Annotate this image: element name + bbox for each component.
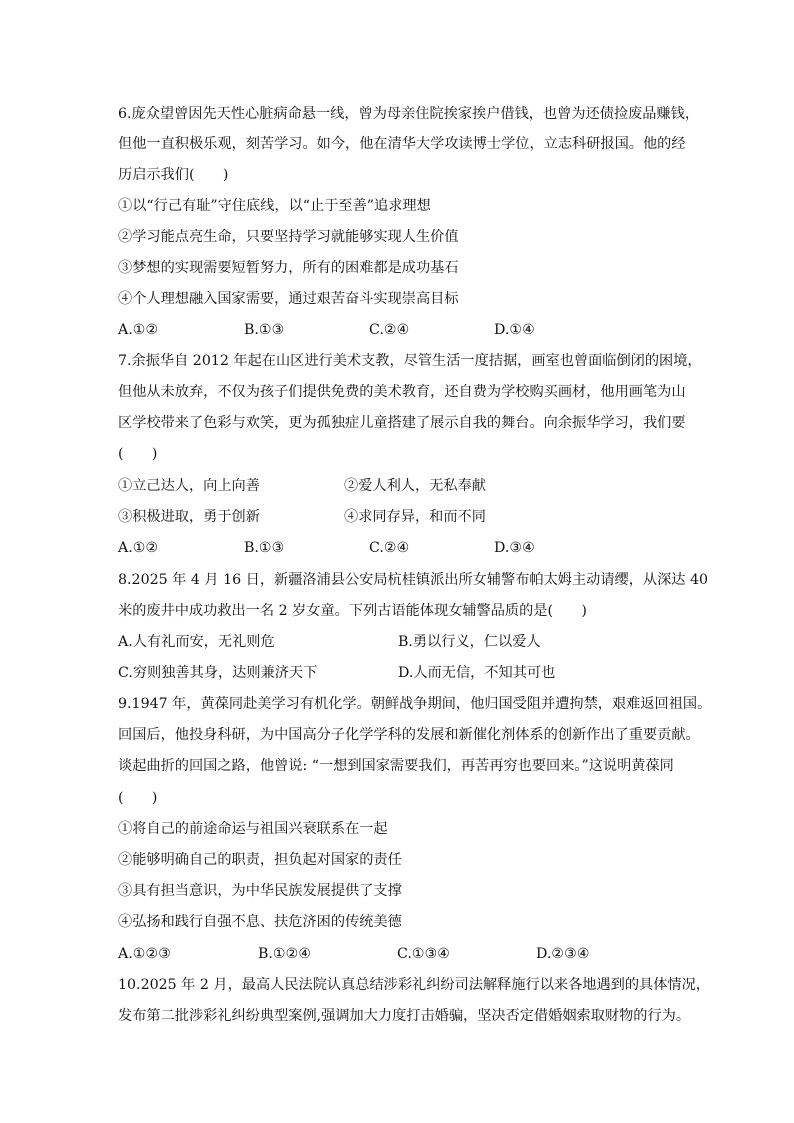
option-d[interactable]: D.人而无信，不知其可也 (398, 665, 556, 681)
option-b[interactable]: B.①③ (244, 540, 285, 556)
statement-1: ①将自己的前途命运与祖国兴衰联系在一起 (118, 821, 388, 837)
option-c[interactable]: C.②④ (369, 322, 410, 338)
question-stem-line: 8.2025 年 4 月 16 日，新疆洛浦县公安局杭桂镇派出所女辅警布帕太姆主动请缨，从深达 40 (118, 572, 709, 588)
option-a[interactable]: A.人有礼而安，无礼则危 (118, 634, 275, 650)
question-stem-line: 9.1947 年，黄葆同赴美学习有机化学。朝鲜战争期间，他归国受阻并遭拘禁，艰难返回祖国。 (118, 696, 712, 712)
question-stem-line: 谈起曲折的回国之路，他曾说: “一想到国家需要我们，再苦再穷也要回来。”这说明黄葆同 (118, 758, 674, 774)
question-stem-line: 发布第二批涉彩礼纠纷典型案例,强调加大力度打击婚骗，坚决否定借婚姻索取财物的行为。 (118, 1008, 691, 1024)
question-stem-line: 区学校带来了色彩与欢笑，更为孤独症儿童搭建了展示自我的舞台。向余振华学习，我们要 (118, 415, 686, 431)
question-stem-line: 但他从未放弃，不仅为孩子们提供免费的美术教育，还自费为学校购买画材，他用画笔为山 (118, 384, 686, 400)
statement-pair (118, 507, 688, 527)
question-stem-line: 回国后，他投身科研，为中国高分子化学学科的发展和新催化剂体系的创新作出了重要贡献。 (118, 727, 700, 743)
statement-2: ②爱人利人，无私奉献 (344, 478, 486, 494)
question-stem-line: 历启示我们( ) (118, 167, 229, 183)
answer-options (118, 632, 688, 652)
option-a[interactable]: A.①② (118, 322, 159, 338)
question-stem-line: 10.2025 年 2 月，最高人民法院认真总结涉彩礼纠纷司法解释施行以来各地遇到的具体情况， (118, 977, 710, 993)
statement-2: ②学习能点亮生命，只要坚持学习就能够实现人生价值 (118, 229, 459, 245)
option-c[interactable]: C.穷则独善其身，达则兼济天下 (118, 665, 318, 681)
statement-1: ①以“行己有耻”守住底线，以“止于至善”追求理想 (118, 198, 431, 214)
option-d[interactable]: D.②③④ (536, 946, 590, 962)
answer-options (118, 320, 688, 340)
answer-options (118, 663, 688, 683)
answer-options (118, 538, 688, 558)
option-b[interactable]: B.①③ (244, 322, 285, 338)
question-stem-line: 米的废井中成功救出一名 2 岁女童。下列古语能体现女辅警品质的是( ) (118, 603, 587, 619)
statement-4: ④求同存异，和而不同 (344, 509, 486, 525)
statement-4: ④个人理想融入国家需要，通过艰苦奋斗实现崇高目标 (118, 291, 459, 307)
option-d[interactable]: D.①④ (494, 322, 535, 338)
question-stem-line: 但他一直积极乐观，刻苦学习。如今，他在清华大学攻读博士学位，立志科研报国。他的经 (118, 136, 686, 152)
question-stem-line: ( ) (118, 790, 158, 806)
option-c[interactable]: C.②④ (369, 540, 410, 556)
question-stem-line: 6.庞众望曾因先天性心脏病命悬一线，曾为母亲住院挨家挨户借钱，也曾为还债捡废品赚钱， (118, 106, 700, 122)
option-a[interactable]: A.①②③ (118, 946, 171, 962)
statement-1: ①立己达人，向上向善 (118, 478, 260, 494)
option-b[interactable]: B.①②④ (258, 946, 312, 962)
statement-2: ②能够明确自己的职责，担负起对国家的责任 (118, 852, 402, 868)
statement-pair (118, 476, 688, 496)
option-b[interactable]: B.勇以行义，仁以爱人 (398, 634, 541, 650)
statement-3: ③具有担当意识，为中华民族发展提供了支撑 (118, 883, 402, 899)
option-d[interactable]: D.③④ (494, 540, 535, 556)
option-c[interactable]: C.①③④ (397, 946, 451, 962)
question-stem-line: ( ) (118, 446, 158, 462)
option-a[interactable]: A.①② (118, 540, 159, 556)
statement-3: ③梦想的实现需要短暂努力，所有的困难都是成功基石 (118, 260, 459, 276)
statement-3: ③积极进取，勇于创新 (118, 509, 260, 525)
statement-4: ④弘扬和践行自强不息、扶危济困的传统美德 (118, 914, 402, 930)
answer-options (118, 944, 688, 964)
question-stem-line: 7.余振华自 2012 年起在山区进行美术支教，尽管生活一度拮据，画室也曾面临倒闭的困境， (118, 353, 702, 369)
